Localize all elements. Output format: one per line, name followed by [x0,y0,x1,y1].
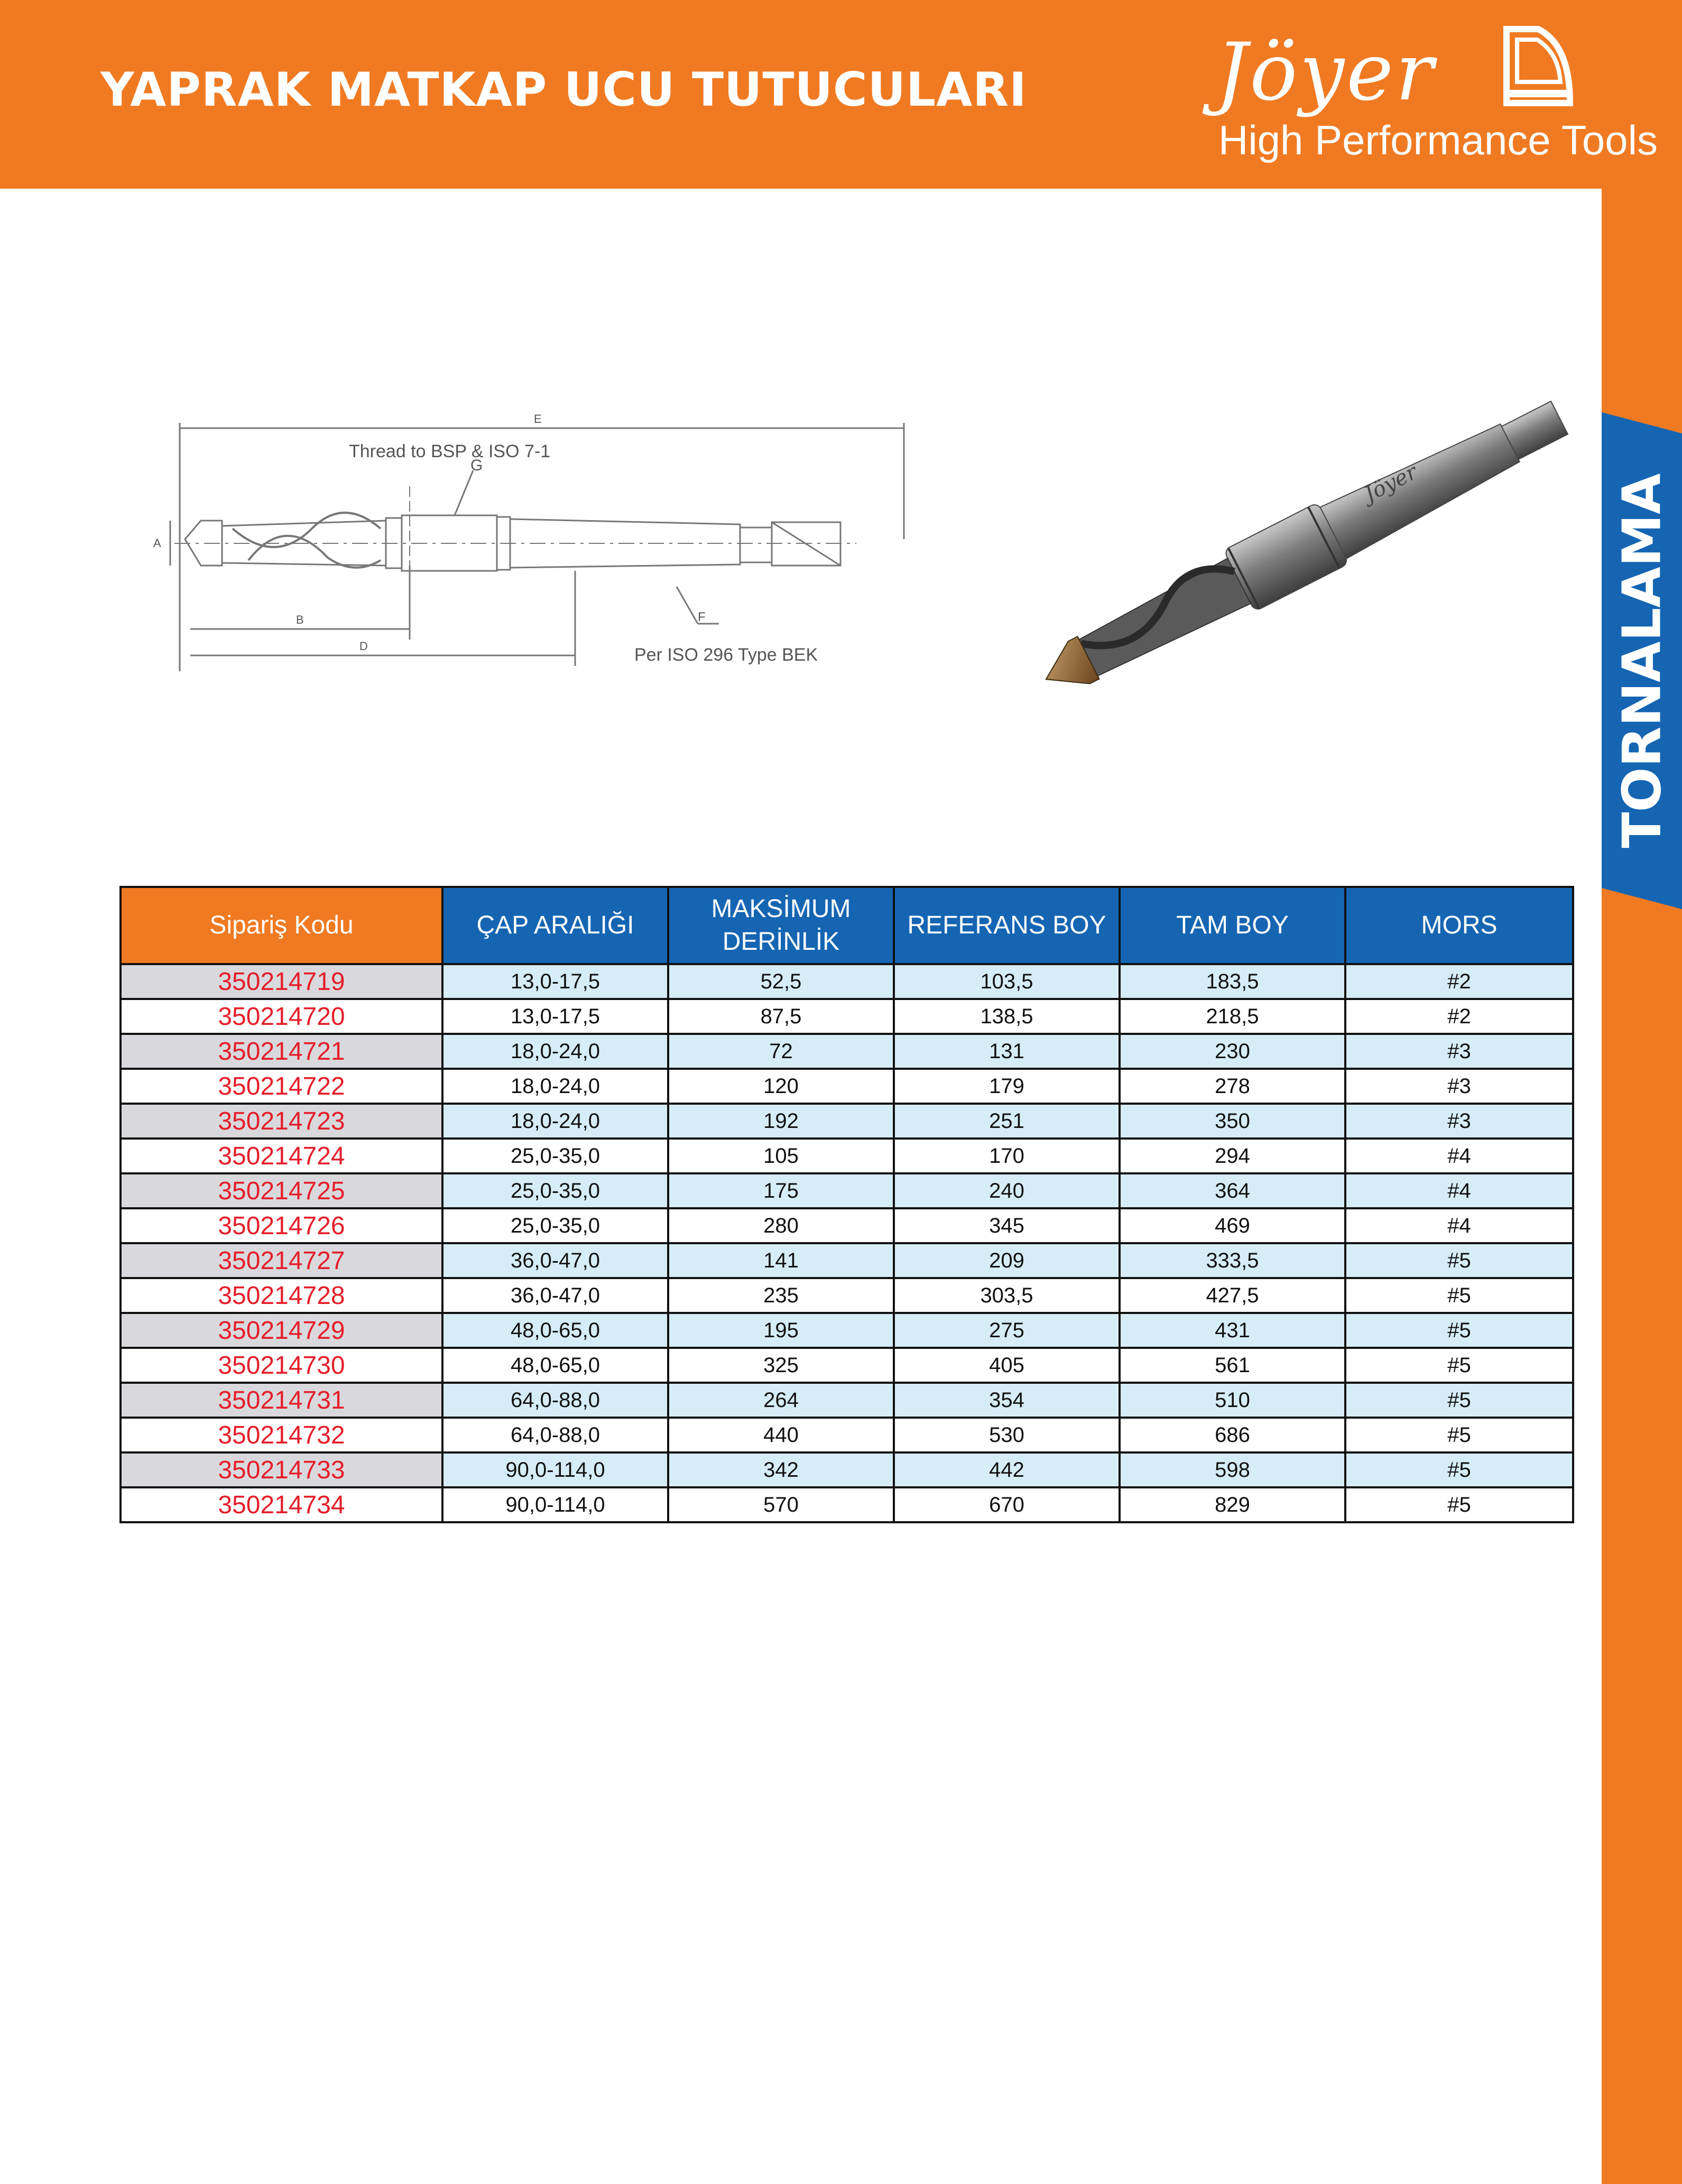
table-row [121,1034,1573,1069]
full-length-cell: 218,5 [1120,999,1345,1034]
morse-cell: #5 [1345,1278,1573,1313]
product-photo [1004,381,1596,708]
diameter-range-cell: 48,0-65,0 [442,1313,668,1348]
ref-length-cell: 138,5 [894,999,1120,1034]
header-depth-line2: DERİNLİK [722,928,840,956]
spec-table [119,886,1574,1523]
table-header-row [121,887,1573,964]
table-row [121,1348,1573,1383]
table-row [121,1173,1573,1208]
order-code-cell: 350214720 [121,999,442,1034]
ref-length-cell: 103,5 [894,964,1120,999]
ref-length-cell: 354 [894,1383,1120,1418]
ref-length-cell: 179 [894,1069,1120,1104]
dim-label-b: B [296,613,304,626]
diameter-range-cell: 18,0-24,0 [442,1034,668,1069]
full-length-cell: 230 [1120,1034,1345,1069]
order-code-cell: 350214723 [121,1104,442,1139]
table-row [121,1208,1573,1243]
morse-cell: #4 [1345,1173,1573,1208]
ref-length-cell: 303,5 [894,1278,1120,1313]
diameter-range-cell: 36,0-47,0 [442,1278,668,1313]
dim-label-a: A [153,536,161,550]
table-row [121,1487,1573,1522]
max-depth-cell: 264 [668,1383,894,1418]
dim-label-e: E [534,412,542,425]
full-length-cell: 183,5 [1120,964,1345,999]
morse-cell: #4 [1345,1139,1573,1173]
table-row [121,1139,1573,1173]
brand-name: Jöyer [1216,26,1436,118]
full-length-cell: 350 [1120,1104,1345,1139]
order-code-cell: 350214722 [121,1069,442,1104]
diameter-range-cell: 64,0-88,0 [442,1418,668,1452]
order-code-cell: 350214732 [121,1418,442,1452]
full-length-cell: 294 [1120,1139,1345,1173]
order-code-cell: 350214733 [121,1452,442,1487]
morse-cell: #5 [1345,1383,1573,1418]
order-code-cell: 350214721 [121,1034,442,1069]
diameter-range-cell: 25,0-35,0 [442,1173,668,1208]
max-depth-cell: 280 [668,1208,894,1243]
dim-label-g: G [470,457,483,474]
full-length-cell: 598 [1120,1452,1345,1487]
max-depth-cell: 87,5 [668,999,894,1034]
order-code-cell: 350214725 [121,1173,442,1208]
morse-cell: #5 [1345,1348,1573,1383]
brand-tagline: High Performance Tools [1218,117,1658,163]
brand-logo-icon [1501,24,1575,114]
taper-note: Per ISO 296 Type BEK [634,645,818,665]
ref-length-cell: 345 [894,1208,1120,1243]
ref-length-cell: 170 [894,1139,1120,1173]
table-row [121,1383,1573,1418]
diameter-range-cell: 25,0-35,0 [442,1208,668,1243]
order-code-cell: 350214724 [121,1139,442,1173]
table-row [121,1243,1573,1278]
morse-cell: #2 [1345,964,1573,999]
diameter-range-cell: 18,0-24,0 [442,1104,668,1139]
diameter-range-cell: 13,0-17,5 [442,964,668,999]
morse-cell: #3 [1345,1034,1573,1069]
order-code-cell: 350214730 [121,1348,442,1383]
morse-cell: #5 [1345,1487,1573,1522]
diameter-range-cell: 64,0-88,0 [442,1383,668,1418]
morse-cell: #3 [1345,1069,1573,1104]
ref-length-cell: 251 [894,1104,1120,1139]
header-morse: MORS [1345,887,1573,964]
full-length-cell: 431 [1120,1313,1345,1348]
diameter-range-cell: 13,0-17,5 [442,999,668,1034]
table-row [121,1278,1573,1313]
ref-length-cell: 275 [894,1313,1120,1348]
table-row [121,1069,1573,1104]
max-depth-cell: 195 [668,1313,894,1348]
diameter-range-cell: 36,0-47,0 [442,1243,668,1278]
table-row [121,1313,1573,1348]
max-depth-cell: 325 [668,1348,894,1383]
table-row [121,999,1573,1034]
ref-length-cell: 530 [894,1418,1120,1452]
thread-note: Thread to BSP & ISO 7-1 [349,441,551,461]
morse-cell: #3 [1345,1104,1573,1139]
table-row [121,1418,1573,1452]
page-title: YAPRAK MATKAP UCU TUTUCULARI [100,62,1027,117]
ref-length-cell: 405 [894,1348,1120,1383]
max-depth-cell: 570 [668,1487,894,1522]
header-depth [668,887,894,964]
order-code-cell: 350214728 [121,1278,442,1313]
full-length-cell: 278 [1120,1069,1345,1104]
max-depth-cell: 235 [668,1278,894,1313]
diameter-range-cell: 25,0-35,0 [442,1139,668,1173]
max-depth-cell: 342 [668,1452,894,1487]
max-depth-cell: 120 [668,1069,894,1104]
max-depth-cell: 105 [668,1139,894,1173]
header-band [0,0,1682,189]
full-length-cell: 510 [1120,1383,1345,1418]
max-depth-cell: 72 [668,1034,894,1069]
full-length-cell: 333,5 [1120,1243,1345,1278]
header-code: Sipariş Kodu [121,887,442,964]
full-length-cell: 829 [1120,1487,1345,1522]
order-code-cell: 350214726 [121,1208,442,1243]
table-row [121,1104,1573,1139]
engraving-text: Jöyer [1360,460,1421,507]
full-length-cell: 561 [1120,1348,1345,1383]
order-code-cell: 350214719 [121,964,442,999]
full-length-cell: 469 [1120,1208,1345,1243]
morse-cell: #5 [1345,1313,1573,1348]
header-diameter: ÇAP ARALIĞI [442,887,668,964]
order-code-cell: 350214731 [121,1383,442,1418]
diameter-range-cell: 90,0-114,0 [442,1487,668,1522]
header-depth-line1: MAKSİMUM [711,895,851,923]
order-code-cell: 350214727 [121,1243,442,1278]
table-row [121,1452,1573,1487]
full-length-cell: 686 [1120,1418,1345,1452]
section-tab-label: TORNALAMA [1611,473,1673,848]
max-depth-cell: 175 [668,1173,894,1208]
dim-label-d: D [359,640,368,653]
ref-length-cell: 240 [894,1173,1120,1208]
morse-cell: #5 [1345,1452,1573,1487]
table-row [121,964,1573,999]
dim-label-f: F [698,610,706,624]
max-depth-cell: 440 [668,1418,894,1452]
header-full-length: TAM BOY [1120,887,1345,964]
ref-length-cell: 131 [894,1034,1120,1069]
max-depth-cell: 192 [668,1104,894,1139]
order-code-cell: 350214734 [121,1487,442,1522]
header-ref-length: REFERANS BOY [894,887,1120,964]
ref-length-cell: 442 [894,1452,1120,1487]
diameter-range-cell: 90,0-114,0 [442,1452,668,1487]
diameter-range-cell: 18,0-24,0 [442,1069,668,1104]
diameter-range-cell: 48,0-65,0 [442,1348,668,1383]
order-code-cell: 350214729 [121,1313,442,1348]
morse-cell: #5 [1345,1418,1573,1452]
full-length-cell: 427,5 [1120,1278,1345,1313]
morse-cell: #5 [1345,1243,1573,1278]
technical-drawing [153,407,941,682]
morse-cell: #4 [1345,1208,1573,1243]
ref-length-cell: 670 [894,1487,1120,1522]
morse-cell: #2 [1345,999,1573,1034]
full-length-cell: 364 [1120,1173,1345,1208]
ref-length-cell: 209 [894,1243,1120,1278]
max-depth-cell: 141 [668,1243,894,1278]
table-body [121,964,1573,1522]
max-depth-cell: 52,5 [668,964,894,999]
